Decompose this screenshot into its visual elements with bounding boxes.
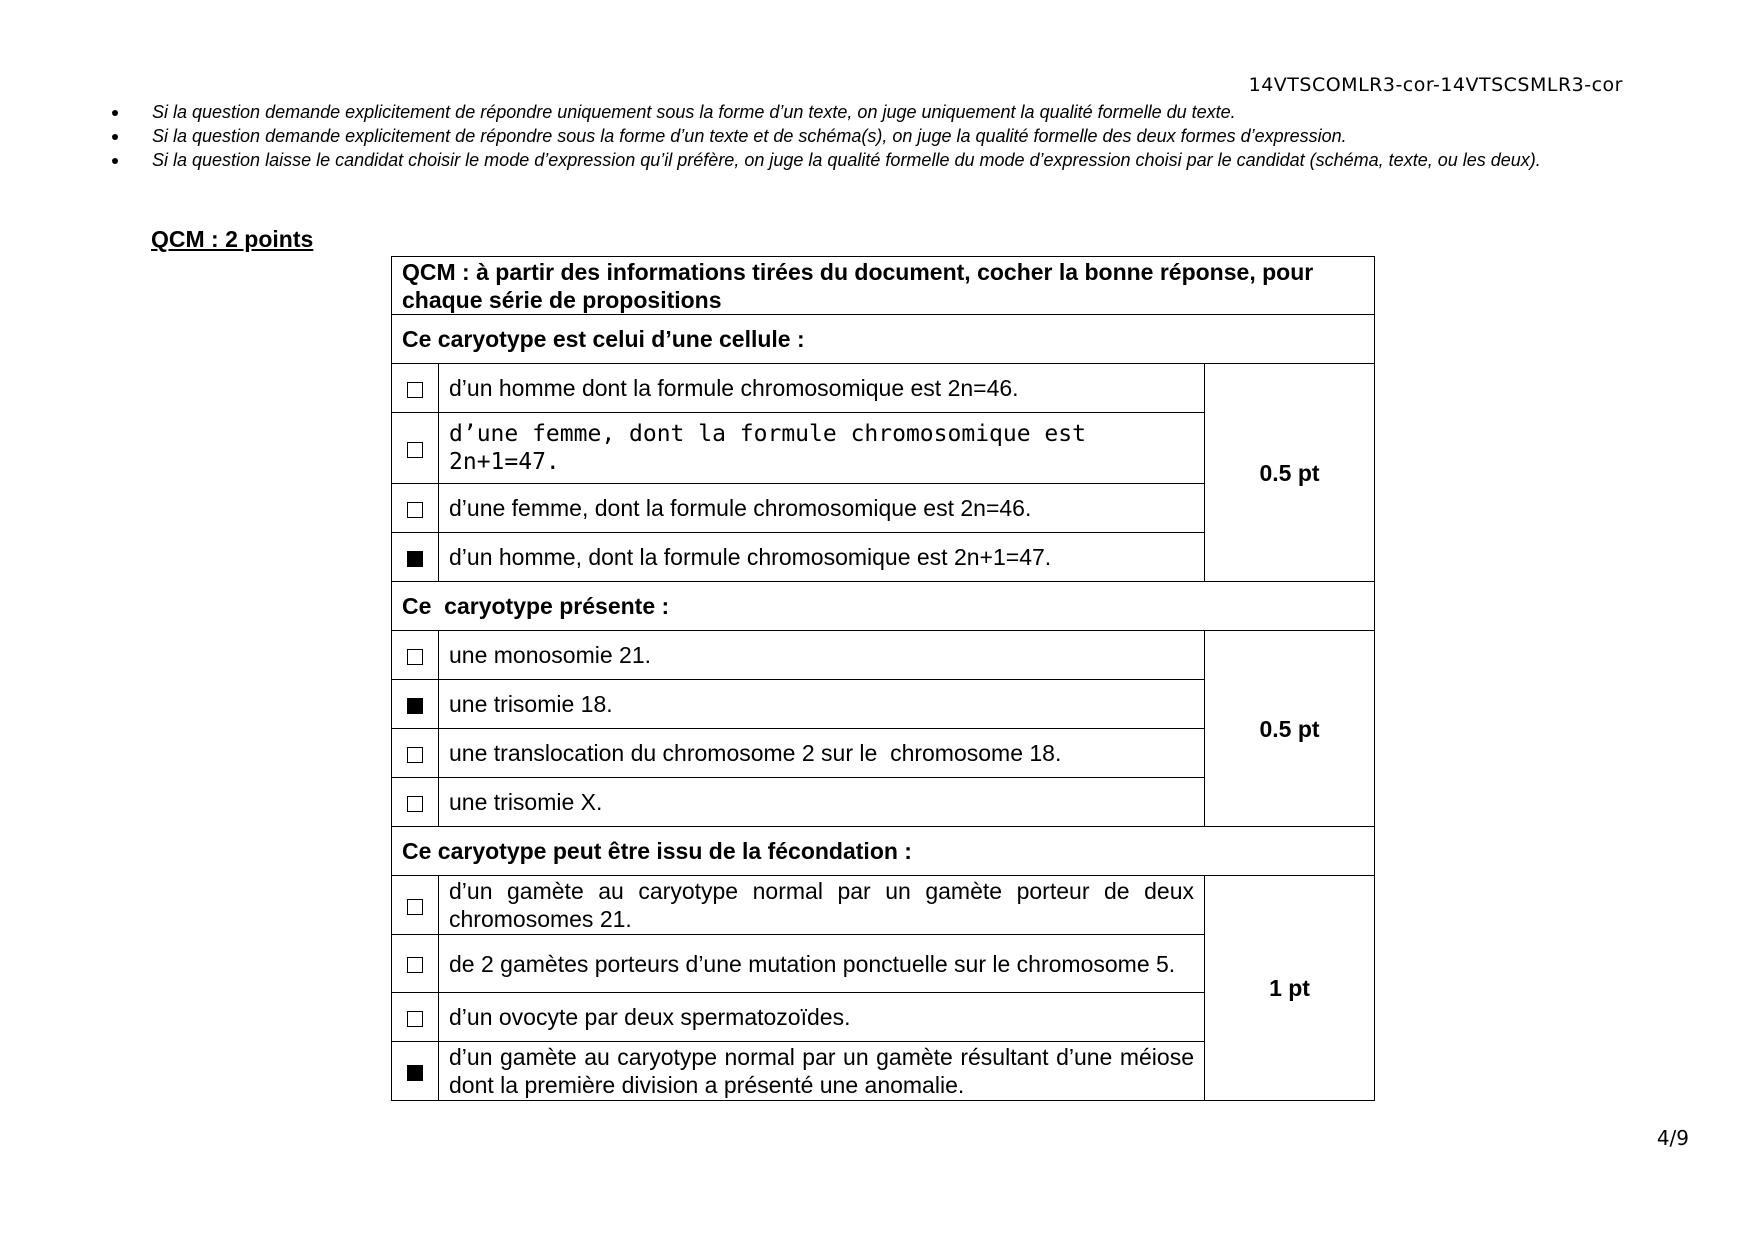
checkbox-checked-icon[interactable] <box>407 551 423 567</box>
option-row <box>392 631 1375 680</box>
option-row <box>392 364 1375 413</box>
option-text: d’un homme, dont la formule chromosomique est 2n+1=47. <box>439 533 1205 582</box>
points-value: 0.5 pt <box>1205 364 1375 582</box>
option-text: d’un gamète au caryotype normal par un gamète résultant d’une méiose dont la première division a présenté une anomalie. <box>439 1042 1205 1101</box>
instruction-text: Si la question demande explicitement de répondre uniquement sous la forme d’un texte, on juge uniquement la qualité formelle du texte. <box>152 102 1236 122</box>
option-text: une trisomie 18. <box>439 680 1205 729</box>
qcm-table-title: QCM : à partir des informations tirées du document, cocher la bonne réponse, pour chaque série de propositions <box>392 257 1375 315</box>
page-number: 4/9 <box>1656 1126 1689 1150</box>
option-text: une translocation du chromosome 2 sur le chromosome 18. <box>439 729 1205 778</box>
checkbox-empty-icon[interactable] <box>407 1011 423 1027</box>
instruction-item <box>108 148 1678 172</box>
question-prompt: Ce caryotype présente : <box>392 582 1375 631</box>
checkbox-empty-icon[interactable] <box>407 502 423 518</box>
question-prompt: Ce caryotype peut être issu de la fécondation : <box>392 827 1375 876</box>
option-text: d’une femme, dont la formule chromosomique est 2n+1=47. <box>439 413 1205 484</box>
bullet-icon <box>112 110 118 116</box>
option-text: d’un homme dont la formule chromosomique est 2n=46. <box>439 364 1205 413</box>
option-row <box>392 876 1375 935</box>
instruction-item <box>108 100 1678 124</box>
instruction-text: Si la question laisse le candidat choisir le mode d’expression qu’il préfère, on juge la qualité formelle du mode d’expression choisi par le candidat (schéma, texte, ou les deux). <box>152 150 1541 170</box>
checkbox-checked-icon[interactable] <box>407 1065 423 1081</box>
checkbox-empty-icon[interactable] <box>407 747 423 763</box>
option-text: d’une femme, dont la formule chromosomique est 2n=46. <box>439 484 1205 533</box>
option-text: une monosomie 21. <box>439 631 1205 680</box>
checkbox-empty-icon[interactable] <box>407 649 423 665</box>
instruction-item <box>108 124 1678 148</box>
checkbox-empty-icon[interactable] <box>407 442 423 458</box>
checkbox-checked-icon[interactable] <box>407 698 423 714</box>
points-value: 0.5 pt <box>1205 631 1375 827</box>
option-text: d’un ovocyte par deux spermatozoïdes. <box>439 993 1205 1042</box>
document-code: 14VTSCOMLR3-cor-14VTSCSMLR3-cor <box>1248 74 1623 96</box>
question-prompt: Ce caryotype est celui d’une cellule : <box>392 315 1375 364</box>
section-title: QCM : 2 points <box>151 226 314 252</box>
checkbox-empty-icon[interactable] <box>407 382 423 398</box>
bullet-icon <box>112 134 118 140</box>
checkbox-empty-icon[interactable] <box>407 796 423 812</box>
instruction-text: Si la question demande explicitement de répondre sous la forme d’un texte et de schéma(s), on juge la qualité formelle des deux formes d’expression. <box>152 126 1347 146</box>
option-text: une trisomie X. <box>439 778 1205 827</box>
grading-instructions <box>108 100 1678 172</box>
qcm-table <box>391 256 1375 1101</box>
option-text: d’un gamète au caryotype normal par un gamète porteur de deux chromosomes 21. <box>439 876 1205 935</box>
points-value: 1 pt <box>1205 876 1375 1101</box>
option-text: de 2 gamètes porteurs d’une mutation ponctuelle sur le chromosome 5. <box>439 935 1205 993</box>
checkbox-empty-icon[interactable] <box>407 957 423 973</box>
checkbox-empty-icon[interactable] <box>407 899 423 915</box>
bullet-icon <box>112 158 118 164</box>
